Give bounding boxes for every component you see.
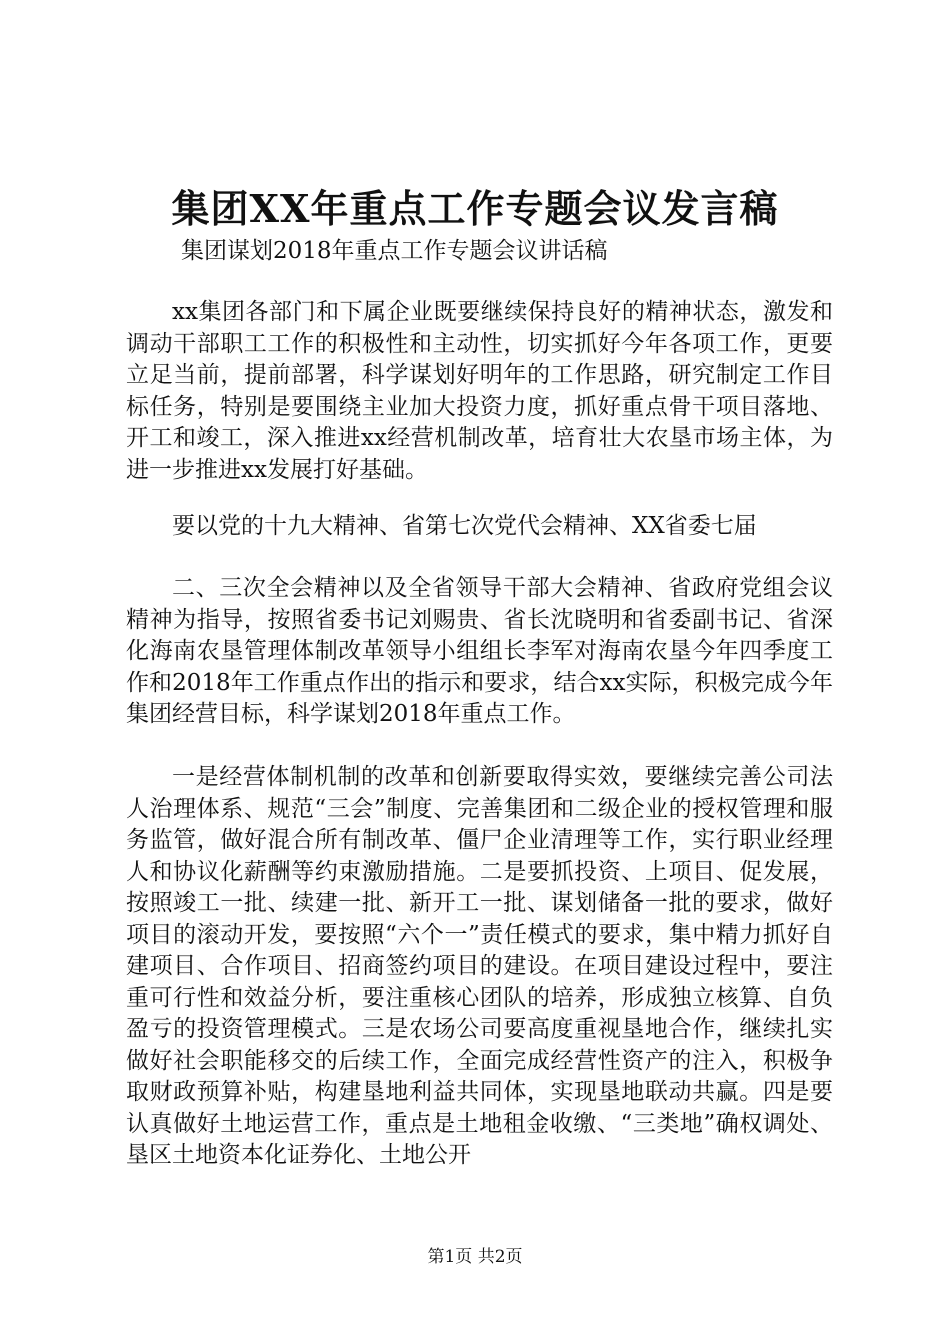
document-subtitle: 集团谋划2018年重点工作专题会议讲话稿: [181, 238, 608, 264]
body-paragraph: xx集团各部门和下属企业既要继续保持良好的精神状态，激发和调动干部职工工作的积极性和主动性，切实抓好今年各项工作，更要立足当前，提前部署，科学谋划好明年的工作思路，研究制定工作目标任务，特别是要围绕主业加大投资力度，抓好重点骨干项目落地、开工和竣工，深入推进xx经营机制改革，培育壮大农垦市场主体，为进一步推进xx发展打好基础。: [126, 299, 833, 483]
body-paragraph: 二、三次全会精神以及全省领导干部大会精神、省政府党组会议精神为指导，按照省委书记刘赐贵、省长沈晓明和省委副书记、省深化海南农垦管理体制改革领导小组组长李军对海南农垦今年四季度工作和2018年工作重点作出的指示和要求，结合xx实际，积极完成今年集团经营目标，科学谋划2018年重点工作。: [126, 575, 833, 727]
document-title: 集团XX年重点工作专题会议发言稿: [171, 186, 779, 231]
body-paragraph: 要以党的十九大精神、省第七次党代会精神、XX省委七届: [172, 513, 757, 539]
page-footer: 第1页 共2页: [427, 1247, 523, 1267]
body-paragraph: 一是经营体制机制的改革和创新要取得实效，要继续完善公司法人治理体系、规范“三会”制度、完善集团和二级企业的授权管理和服务监管，做好混合所有制改革、僵尸企业清理等工作，实行职业经理人和协议化薪酬等约束激励措施。二是要抓投资、上项目、促发展，按照竣工一批、续建一批、新开工一批、谋划储备一批的要求，做好项目的滚动开发，要按照“六个一”责任模式的要求，集中精力抓好自建项目、合作项目、招商签约项目的建设。在项目建设过程中，要注重可行性和效益分析，要注重核心团队的培养，形成独立核算、自负盈亏的投资管理模式。三是农场公司要高度重视垦地合作，继续扎实做好社会职能移交的后续工作，全面完成经营性资产的注入，积极争取财政预算补贴，构建垦地利益共同体，实现垦地联动共赢。四是要认真做好土地运营工作，重点是土地租金收缴、“三类地”确权调处、垦区土地资本化证券化、土地公开: [126, 764, 833, 1168]
